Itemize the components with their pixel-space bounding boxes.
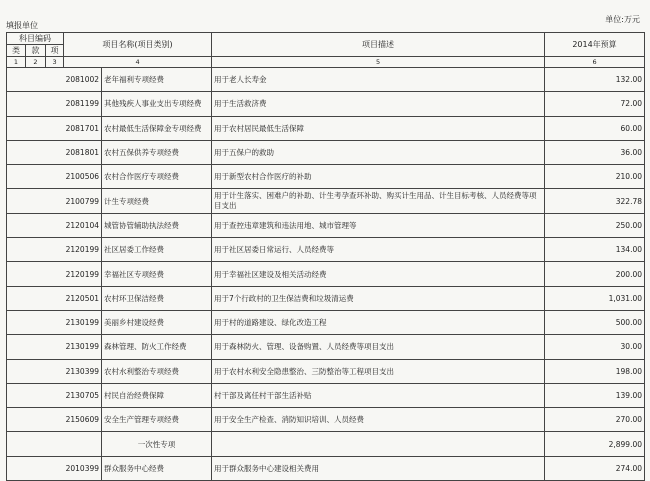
budget-header: 2014年预算 [545,33,645,57]
table-row [7,92,645,116]
project-desc-cell [212,262,545,286]
project-desc-cell [212,310,545,334]
budget-amount-cell: 274.00 [545,456,645,480]
project-desc-text: 用于查控违章建筑和违法用地、城市管理等 [214,220,357,230]
reporting-unit-label: 填报单位 [6,21,38,30]
budget-amount-cell: 1,031.00 [545,286,645,310]
project-desc-text: 用于安全生产检查、消防知识培训、人员经费 [214,415,365,425]
table-row [7,310,645,334]
project-desc-cell [212,68,545,92]
project-desc-cell [212,383,545,407]
table-row [7,165,645,189]
table-row [7,116,645,140]
project-name-cell: 社区居委工作经费 [102,238,212,262]
budget-amount-cell: 60.00 [545,116,645,140]
subject-code-cell: 2120104 [7,213,102,237]
project-name-cell: 城管协管辅助执法经费 [102,213,212,237]
table-row [7,408,645,432]
project-desc-cell [212,140,545,164]
item-header: 项 [46,45,64,57]
subject-code-header: 科目编码 [7,33,64,45]
index-5: 5 [212,57,545,68]
project-desc-cell [212,189,545,213]
table-row [7,213,645,237]
project-name-header: 项目名称(项目类别) [64,33,212,57]
budget-amount-cell: 198.00 [545,359,645,383]
currency-unit-label: 单位:万元 [605,15,640,24]
project-desc-text: 村干部及离任村干部生活补贴 [214,391,312,400]
project-desc-text: 用于计生落实、困难户的补助、计生考孕查环补助、购买计生用品、计生目标考核、人员经费等项目支出 [214,191,537,211]
project-name-cell: 农村最低生活保障金专项经费 [102,116,212,140]
budget-amount-cell: 500.00 [545,310,645,334]
project-name-cell: 老年福利专项经费 [102,68,212,92]
project-name-cell: 农村合作医疗专项经费 [102,165,212,189]
budget-amount-cell: 139.00 [545,383,645,407]
subject-code-cell: 2081701 [7,116,102,140]
table-row [7,383,645,407]
subject-code-cell: 2120501 [7,286,102,310]
budget-amount-cell: 36.00 [545,140,645,164]
project-desc-cell [212,359,545,383]
project-name-cell: 幸福社区专项经费 [102,262,212,286]
budget-amount-cell: 210.00 [545,165,645,189]
project-desc-text: 用于农村居民最低生活保障 [214,123,305,133]
project-desc-cell [212,92,545,116]
index-6: 6 [545,57,645,68]
project-desc-cell [212,213,545,237]
table-row [7,359,645,383]
project-desc-header: 项目描述 [212,33,545,57]
index-3: 3 [46,57,64,68]
subject-code-cell: 2100799 [7,189,102,213]
class-header: 类 [7,45,26,57]
subject-code-cell: 2130705 [7,383,102,407]
budget-amount-cell: 72.00 [545,92,645,116]
table-row [7,335,645,359]
project-desc-cell [212,165,545,189]
project-name-cell: 安全生产管理专项经费 [102,408,212,432]
project-name-cell: 计生专项经费 [102,189,212,213]
table-row [7,432,645,456]
subject-code-cell: 2010399 [7,456,102,480]
index-2: 2 [26,57,46,68]
subject-code-cell: 2130199 [7,335,102,359]
project-desc-cell [212,335,545,359]
budget-amount-cell: 322.78 [545,189,645,213]
project-desc-cell [212,408,545,432]
project-name-cell: 其他残疾人事业支出专项经费 [102,92,212,116]
budget-amount-cell: 200.00 [545,262,645,286]
project-desc-cell [212,286,545,310]
project-desc-text: 用于新型农村合作医疗的补助 [214,172,312,182]
subject-code-cell: 2081199 [7,92,102,116]
budget-amount-cell: 132.00 [545,68,645,92]
project-desc-text: 用于生活救济费 [214,99,267,109]
subject-code-cell: 2120199 [7,262,102,286]
table-row [7,286,645,310]
subject-code-cell: 2130399 [7,359,102,383]
project-desc-cell [212,432,545,456]
table-row [7,189,645,213]
subject-code-cell: 2081801 [7,140,102,164]
subject-code-cell: 2081002 [7,68,102,92]
subject-code-cell [7,432,102,456]
table-row [7,140,645,164]
table-row [7,238,645,262]
section-header: 款 [26,45,46,57]
project-desc-text: 用于老人长寿金 [214,75,267,85]
page-header [6,4,644,30]
subject-code-cell: 2100506 [7,165,102,189]
project-desc-text: 用于农村水利安全隐患整治、三防整治等工程项目支出 [214,366,395,376]
index-1: 1 [7,57,26,68]
project-name-cell: 农村水利整治专项经费 [102,359,212,383]
budget-amount-cell: 250.00 [545,213,645,237]
project-name-cell: 农村环卫保洁经费 [102,286,212,310]
table-body [7,68,645,481]
table-row [7,68,645,92]
project-desc-text: 用于五保户的救助 [214,148,275,158]
project-desc-text: 用于社区居委日常运行、人员经费等 [214,245,335,255]
project-name-cell: 森林管理、防火工作经费 [102,335,212,359]
subject-code-cell: 2120199 [7,238,102,262]
project-name-cell: 村民自治经费保障 [102,383,212,407]
project-desc-text: 用于森林防火、管理、设备购置、人员经费等项目支出 [214,342,395,352]
budget-amount-cell: 2,899.00 [545,432,645,456]
budget-table [6,32,645,481]
budget-amount-cell: 134.00 [545,238,645,262]
project-desc-text: 用于7个行政村的卫生保洁费和垃圾清运费 [214,293,354,303]
project-desc-text: 用于幸福社区建设及相关活动经费 [214,269,327,279]
budget-amount-cell: 270.00 [545,408,645,432]
project-desc-text: 用于村的道路建设、绿化改造工程 [214,318,327,328]
project-name-cell: 一次性专项 [102,432,212,456]
project-desc-text: 用于群众服务中心建设相关费用 [214,463,320,473]
project-name-cell: 美丽乡村建设经费 [102,310,212,334]
index-4: 4 [64,57,212,68]
table-row [7,262,645,286]
budget-amount-cell: 30.00 [545,335,645,359]
project-name-cell: 群众服务中心经费 [102,456,212,480]
project-desc-cell [212,238,545,262]
subject-code-cell: 2150609 [7,408,102,432]
project-name-cell: 农村五保供养专项经费 [102,140,212,164]
subject-code-cell: 2130199 [7,310,102,334]
project-desc-cell [212,116,545,140]
